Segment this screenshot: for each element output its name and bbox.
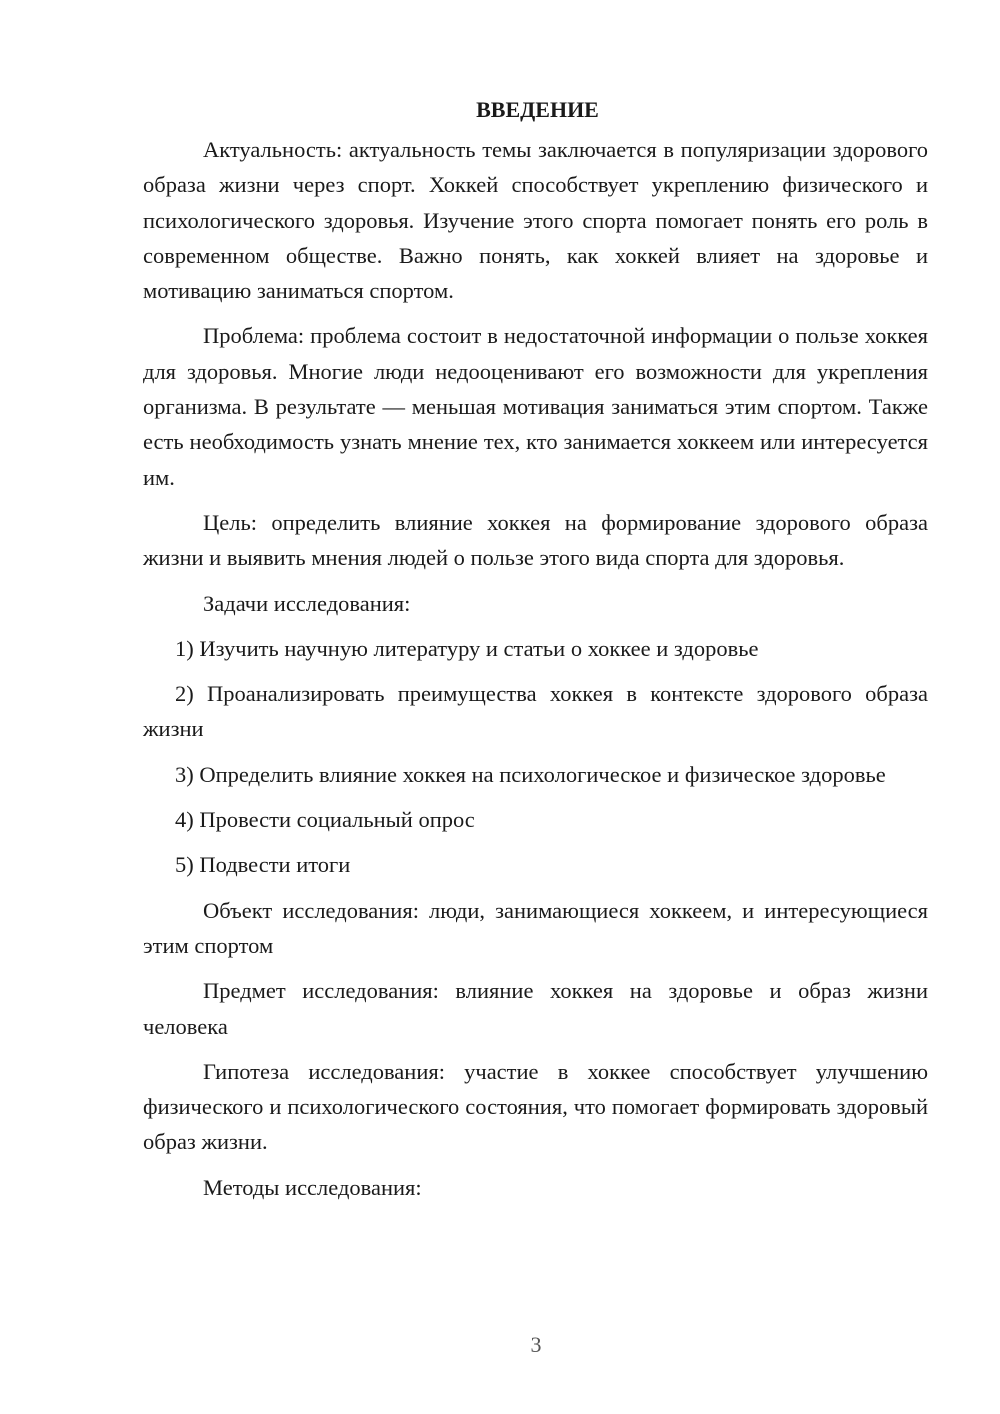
methods-heading: Методы исследования:	[203, 1174, 422, 1200]
paragraph-problem: Проблема: проблема состоит в недостаточной информации о пользе хоккея для здоровья. Многие люди недооценивают его возможности для укрепления организма. В результате — меньшая мотивация заниматься этим спортом. Также есть необходимость узнать мнение тех, кто занимается хоккеем или интересуется им.	[143, 323, 928, 490]
paragraph-hypothesis: Гипотеза исследования: участие в хоккее способствует улучшению физического и психологического состояния, что помогает формировать здоровый образ жизни.	[143, 1058, 928, 1155]
task-item-1: 1) Изучить научную литературу и статьи о хоккее и здоровье	[175, 635, 759, 661]
task-item-4: 4) Провести социальный опрос	[175, 807, 475, 833]
paragraph-goal: Цель: определить влияние хоккея на формирование здорового образа жизни и выявить мнения людей о пользе этого вида спорта для здоровья.	[143, 509, 928, 571]
page-number: 3	[530, 1332, 542, 1357]
paragraph-subject: Предмет исследования: влияние хоккея на здоровье и образ жизни человека	[143, 978, 928, 1039]
tasks-heading: Задачи исследования:	[203, 590, 411, 616]
task-item-5: 5) Подвести итоги	[175, 852, 351, 878]
document-page	[143, 92, 928, 1215]
task-item-2: 2) Проанализировать преимущества хоккея в контексте здорового образа жизни	[143, 681, 928, 742]
section-title: ВВЕДЕНИЕ	[476, 97, 599, 122]
paragraph-relevance: Актуальность: актуальность темы заключается в популяризации здорового образа жизни через спорт. Хоккей способствует укреплению физического и психологического здоровья. Изучение этого спорта помогает понять его роль в современном обществе. Важно понять, как хоккей влияет на здоровье и мотивацию заниматься спортом.	[143, 137, 928, 304]
paragraph-object: Объект исследования: люди, занимающиеся хоккеем, и интересующиеся этим спортом	[143, 897, 928, 958]
task-item-3: 3) Определить влияние хоккея на психологическое и физическое здоровье	[175, 761, 886, 787]
